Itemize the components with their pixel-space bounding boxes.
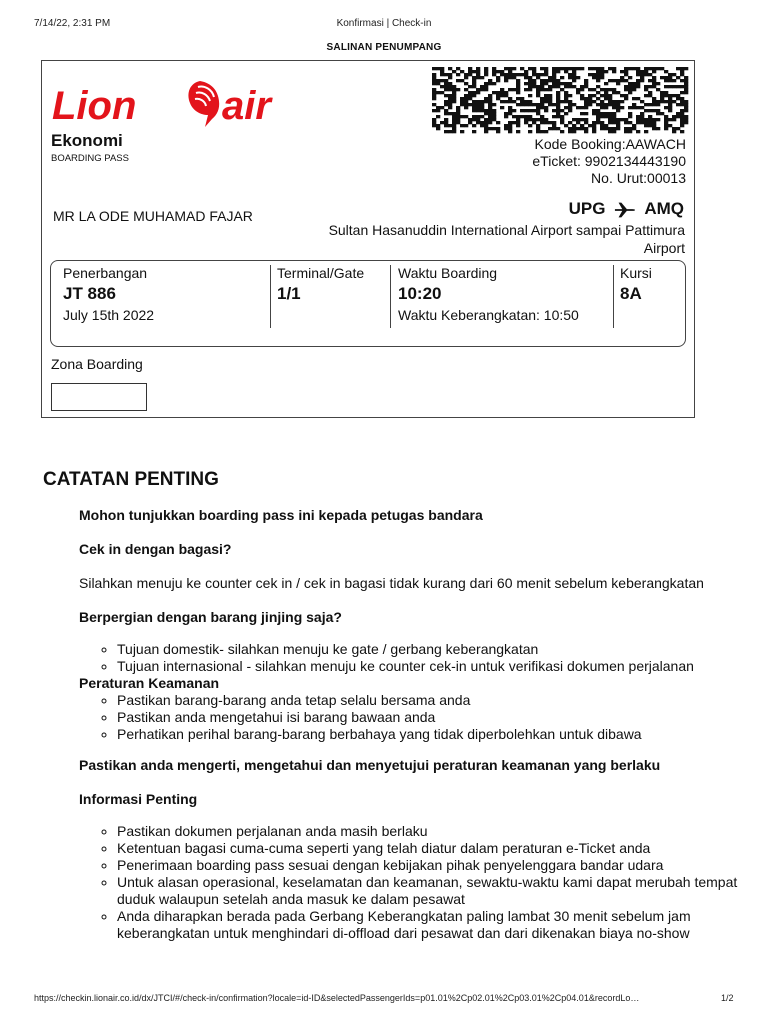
flight-date: July 15th 2022 [63, 307, 155, 323]
seat-cell [620, 261, 652, 346]
origin-code: UPG [568, 199, 606, 218]
seat-label: Kursi [620, 265, 652, 281]
seat-value: 8A [620, 284, 642, 303]
boarding-zone-box [51, 383, 147, 411]
gate-label: Terminal/Gate [277, 265, 365, 281]
list-item: ◦ Tujuan internasional - silahkan menuju ke counter cek-in untuk verifikasi dokumen perjalanan [117, 658, 739, 675]
logo-text-air: air [222, 84, 271, 128]
logo-text-lion: Lion [52, 84, 137, 128]
security-list [79, 692, 739, 743]
cell-divider [390, 265, 391, 328]
document-type: BOARDING PASS [51, 153, 129, 164]
print-page-title: Konfirmasi | Check-in [336, 18, 432, 29]
airplane-icon [614, 202, 636, 218]
flight-label: Penerbangan [63, 265, 148, 281]
gate-cell [277, 261, 364, 346]
list-item: ◦ Penerimaan boarding pass sesuai dengan kebijakan pihak penyelenggara bandar udara [117, 857, 739, 874]
lion-head-icon [188, 81, 219, 127]
flight-number: JT 886 [63, 284, 116, 303]
page-url: https://checkin.lionair.co.id/dx/JTCI/#/check-in/confirmation?locale=id-ID&selectedPassengerIds=p01.01%2Cp02.01%2Cp03.01%2Cp04.01&recordLo… [34, 993, 640, 1003]
passenger-name: MR LA ODE MUHAMAD FAJAR [53, 208, 253, 224]
list-item: ◦ Pastikan anda mengetahui isi barang bawaan anda [117, 709, 739, 726]
boarding-cell [398, 261, 579, 346]
info-heading: Informasi Penting [79, 791, 198, 807]
boarding-pass-card [41, 60, 695, 418]
list-item: ◦ Anda diharapkan berada pada Gerbang Keberangkatan paling lambat 30 menit sebelum jam keberangkatan untuk menghindari di-offload dari pesawat dan dari dikenakan biaya no-show [117, 908, 739, 942]
copy-label: SALINAN PENUMPANG [326, 42, 442, 53]
barcode [432, 67, 688, 133]
sequence-number: No. Urut:00013 [591, 170, 686, 186]
flight-details-box [50, 260, 686, 347]
list-item: ◦ Ketentuan bagasi cuma-cuma seperti yang telah diatur dalam peraturan e-Ticket anda [117, 840, 739, 857]
print-datetime: 7/14/22, 2:31 PM [34, 18, 111, 29]
list-item: ◦ Pastikan barang-barang anda tetap selalu bersama anda [117, 692, 739, 709]
cell-divider [270, 265, 271, 328]
list-item: ◦ Untuk alasan operasional, keselamatan dan keamanan, sewaktu-waktu kami dapat merubah tempat duduk walaupun setelah anda masuk ke dalam pesawat [117, 874, 739, 908]
booking-info [532, 136, 686, 187]
checkin-text: Silahkan menuju ke counter cek in / cek in bagasi tidak kurang dari 60 menit sebelum keberangkatan [79, 575, 704, 591]
checkin-heading: Cek in dengan bagasi? [79, 541, 232, 557]
flight-cell [63, 261, 154, 346]
page-number: 1/2 [721, 993, 734, 1003]
notes-section [79, 507, 739, 942]
cell-divider [613, 265, 614, 328]
route [569, 199, 684, 219]
boarding-label: Waktu Boarding [398, 265, 498, 281]
lion-air-logo [52, 73, 271, 133]
list-item: ◦ Pastikan dokumen perjalanan anda masih berlaku [117, 823, 739, 840]
cabin-list [79, 641, 739, 675]
list-item: ◦ Tujuan domestik- silahkan menuju ke gate / gerbang keberangkatan [117, 641, 739, 658]
gate-value: 1/1 [277, 284, 301, 303]
eticket-number: eTicket: 9902134443190 [532, 153, 686, 169]
airport-route-text: Sultan Hasanuddin International Airport sampai Pattimura Airport [328, 222, 685, 256]
agree-note: Pastikan anda mengerti, mengetahui dan menyetujui peraturan keamanan yang berlaku [79, 757, 661, 773]
show-pass-note: Mohon tunjukkan boarding pass ini kepada petugas bandara [79, 507, 483, 523]
boarding-zone-label: Zona Boarding [51, 356, 143, 372]
departure-time: Waktu Keberangkatan: 10:50 [398, 307, 579, 323]
list-item: ◦ Perhatikan perihal barang-barang berbahaya yang tidak diperbolehkan untuk dibawa [117, 726, 739, 743]
info-list [79, 823, 739, 942]
notes-heading: CATATAN PENTING [43, 469, 219, 490]
destination-code: AMQ [644, 199, 684, 218]
fare-class: Ekonomi [51, 131, 123, 150]
cabin-heading: Berpergian dengan barang jinjing saja? [79, 609, 342, 625]
boarding-time: 10:20 [398, 284, 442, 303]
security-heading: Peraturan Keamanan [79, 675, 220, 691]
booking-code: Kode Booking:AAWACH [534, 136, 686, 152]
